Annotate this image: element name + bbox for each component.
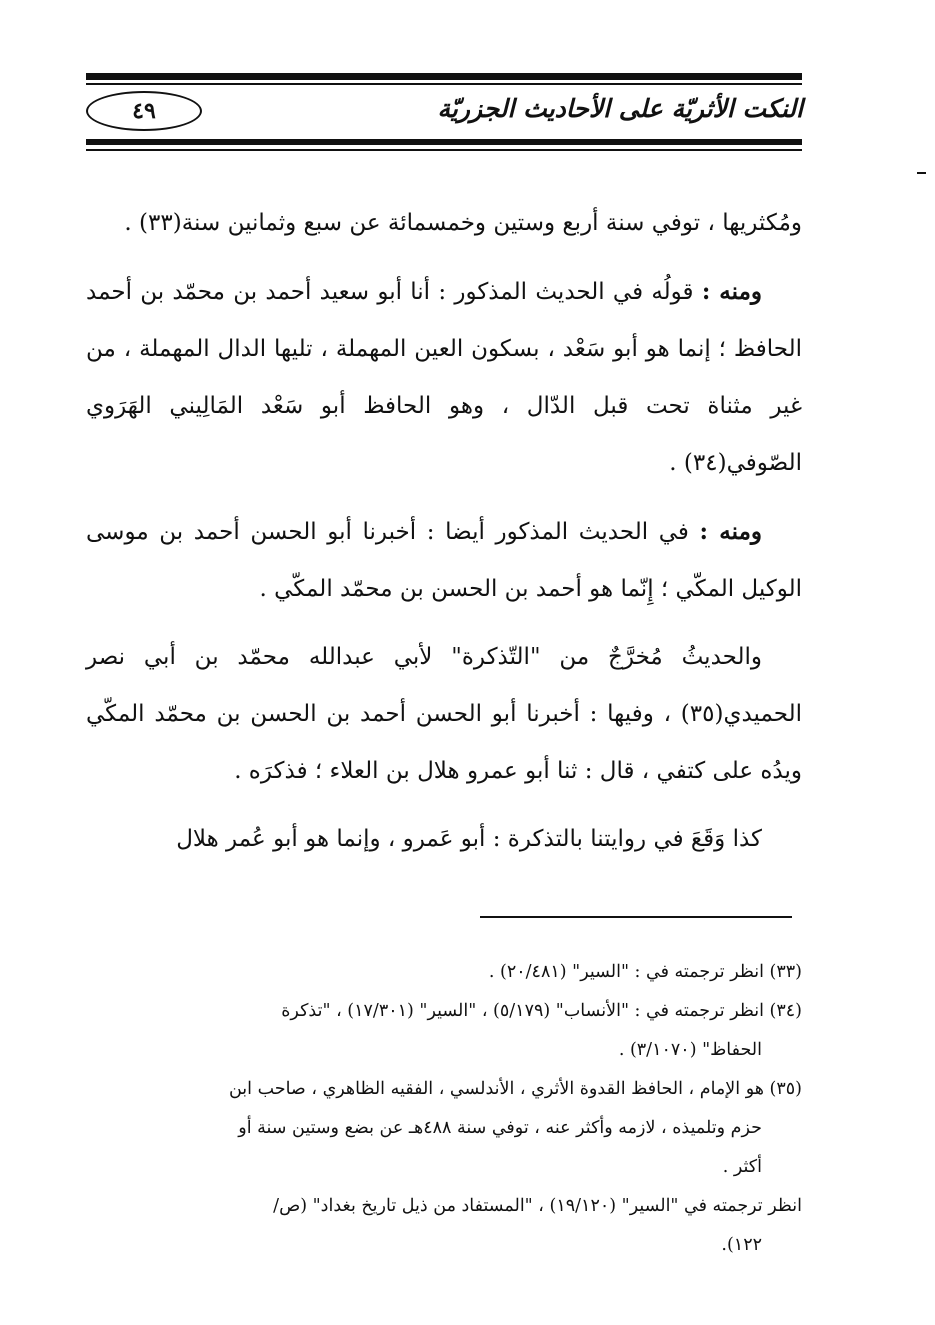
paragraph-3-text: في الحديث المذكور أيضا : أخبرنا أبو الحسن أحمد بن موسى الوكيل المكّي ؛ إِنّما هو أحمد بن الحسن بن محمّد المكّي . — [86, 519, 802, 602]
lead-word: ومنه : — [699, 518, 762, 545]
footnote-35-line-3: أكثر . — [722, 1157, 762, 1177]
lead-word: ومنه : — [701, 278, 762, 305]
paragraph-2-text: قولُه في الحديث المذكور : أنا أبو سعيد أحمد بن محمّد بن أحمد الحافظ ؛ إنما هو أبو سَعْد ، بسكون العين المهملة ، تليها الدال المهملة ، من غير مثناة تحت قبل الدّال ، وهو الحافظ أبو سَعْد المَالِيني الهَرَوي الصّوفي(٣٤) . — [86, 279, 802, 476]
header-rule-top-thick — [86, 73, 802, 80]
footnote-35-line-4: انظر ترجمته في "السير" (١٩/١٢٠) ، "المستفاد من ذيل تاريخ بغداد" (ص/ — [273, 1196, 802, 1216]
main-text — [86, 195, 802, 879]
footnote-33: (٣٣) انظر ترجمته في : "السير" (٢٠/٤٨١) . — [488, 962, 802, 982]
footnote-34-line-1: (٣٤) انظر ترجمته في : "الأنساب" (٥/١٧٩) ، "السير" (١٧/٣٠١) ، "تذكرة — [281, 1001, 802, 1021]
header-rule-top-thin — [86, 83, 802, 85]
footnote-separator — [480, 916, 792, 918]
page-number: ٤٩ — [86, 91, 202, 131]
footnote-34-line-2: الحفاظ" (٣/١٠٧٠) . — [618, 1040, 762, 1060]
paragraph-5: كذا وَقَعَ في روايتنا بالتذكرة : أبو عَمرو ، وإنما هو أبو عُمر هلال — [176, 826, 762, 852]
footnote-35-line-1: (٣٥) هو الإمام ، الحافظ القدوة الأثري ، الأندلسي ، الفقيه الظاهري ، صاحب ابن — [228, 1079, 802, 1099]
paragraph-3 — [86, 503, 802, 618]
paragraph-2 — [86, 263, 802, 492]
footnote-35-line-5: ١٢٢). — [721, 1235, 762, 1255]
paragraph-1: ومُكثريها ، توفي سنة أربع وستين وخمسمائة عن سبع وثمانين سنة(٣٣) . — [124, 210, 802, 236]
header-rule-bottom-thin — [86, 149, 802, 151]
paragraph-4: والحديثُ مُخرَّجٌ من "التّذكرة" لأبي عبدالله محمّد بن أبي نصر الحميدي(٣٥) ، وفيها : أخبرنا أبو الحسن أحمد بن الحسن بن محمّد المكّي ويدُه على كتفي ، قال : ثنا أبو عمرو هلال بن العلاء ؛ فذكرَه . — [86, 644, 802, 784]
header-rule-bottom-thick — [86, 139, 802, 145]
running-title: النكت الأثريّة على الأحاديث الجزريّة — [437, 94, 803, 123]
footnote-35-line-2: حزم وتلميذه ، لازمه وأكثر عنه ، توفي سنة ٤٨٨هـ عن بضع وستين سنة أو — [238, 1118, 762, 1138]
margin-mark — [917, 172, 926, 174]
footnotes — [86, 953, 802, 1265]
